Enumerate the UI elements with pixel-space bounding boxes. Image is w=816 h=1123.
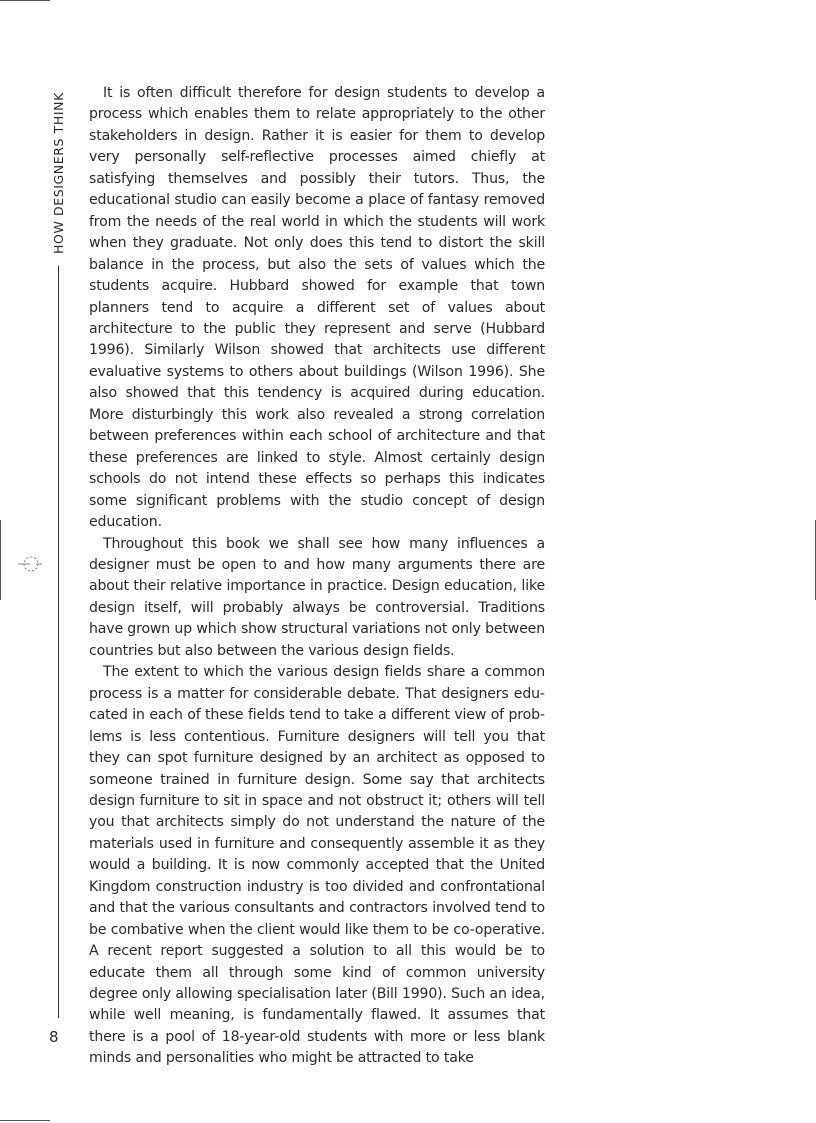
running-head-rule [58,266,59,1018]
page-number: 8 [49,1028,59,1046]
crop-mark-bottom-left [0,1120,50,1121]
paragraph: It is often difficult therefore for design students to develop a process which enables them to relate appropriately to the other stakeholders in design. Rather it is easier for them to develop very personally self-reflective processes aimed chiefly at satisfying themselves and possibly their tutors. Thus, the educational studio can easily become a place of fantasy removed from the needs of the real world in which the students will work when they graduate. Not only does this tend to distort the skill balance in the process, but also the sets of values which the students acquire. Hubbard showed for example that town planners tend to acquire a different set of values about architecture to the public they represent and serve (Hubbard 1996). Similarly Wilson showed that architects use different evaluative systems to others about buildings (Wilson 1996). She also showed that this tendency is acquired during education. More disturbingly this work also revealed a strong correlation between preferences within each school of architecture and that these preferences are linked to style. Almost certainly design schools do not intend these effects so perhaps this indicates some significant problems with the studio concept of design education. [89,85,545,531]
paragraph: Throughout this book we shall see how many influences a designer must be open to and how many arguments there are about their relative importance in practice. Design education, like design itself, will probably always be controversial. Traditions have grown up which show structural variations not only between countries but also between the various design fields. [89,535,545,659]
crop-mark-top-left [0,0,50,1]
registration-mark-icon [18,552,42,576]
crop-mark-mid-left [0,520,1,600]
paragraph: The extent to which the various design fields share a common process is a matter for considerable debate. That designers educated in each of these fields tend to take a different view of problems is less contentious. Furniture designers will tell you that they can spot furniture designed by an architect as opposed to someone trained in furniture design. Some say that architects design furniture to sit in space and not obstruct it; others will tell you that architects simply do not understand the nature of the materials used in furniture and consequently assemble it as they would a building. It is now commonly accepted that the United Kingdom construction industry is too divided and confrontational and that the various consultants and contractors involved tend to be combative when the client would like them to be co-operative. A recent report suggested a solution to all this would be to educate them all through some kind of common university degree only allowing specialisation later (Bill 1990). Such an idea, while well meaning, is fundamentally flawed. It assumes that there is a pool of 18-year-old students with more or less blank minds and personalities who might be attracted to take [89,664,545,1067]
body-text [89,83,545,1070]
running-head: HOW DESIGNERS THINK [51,92,66,254]
